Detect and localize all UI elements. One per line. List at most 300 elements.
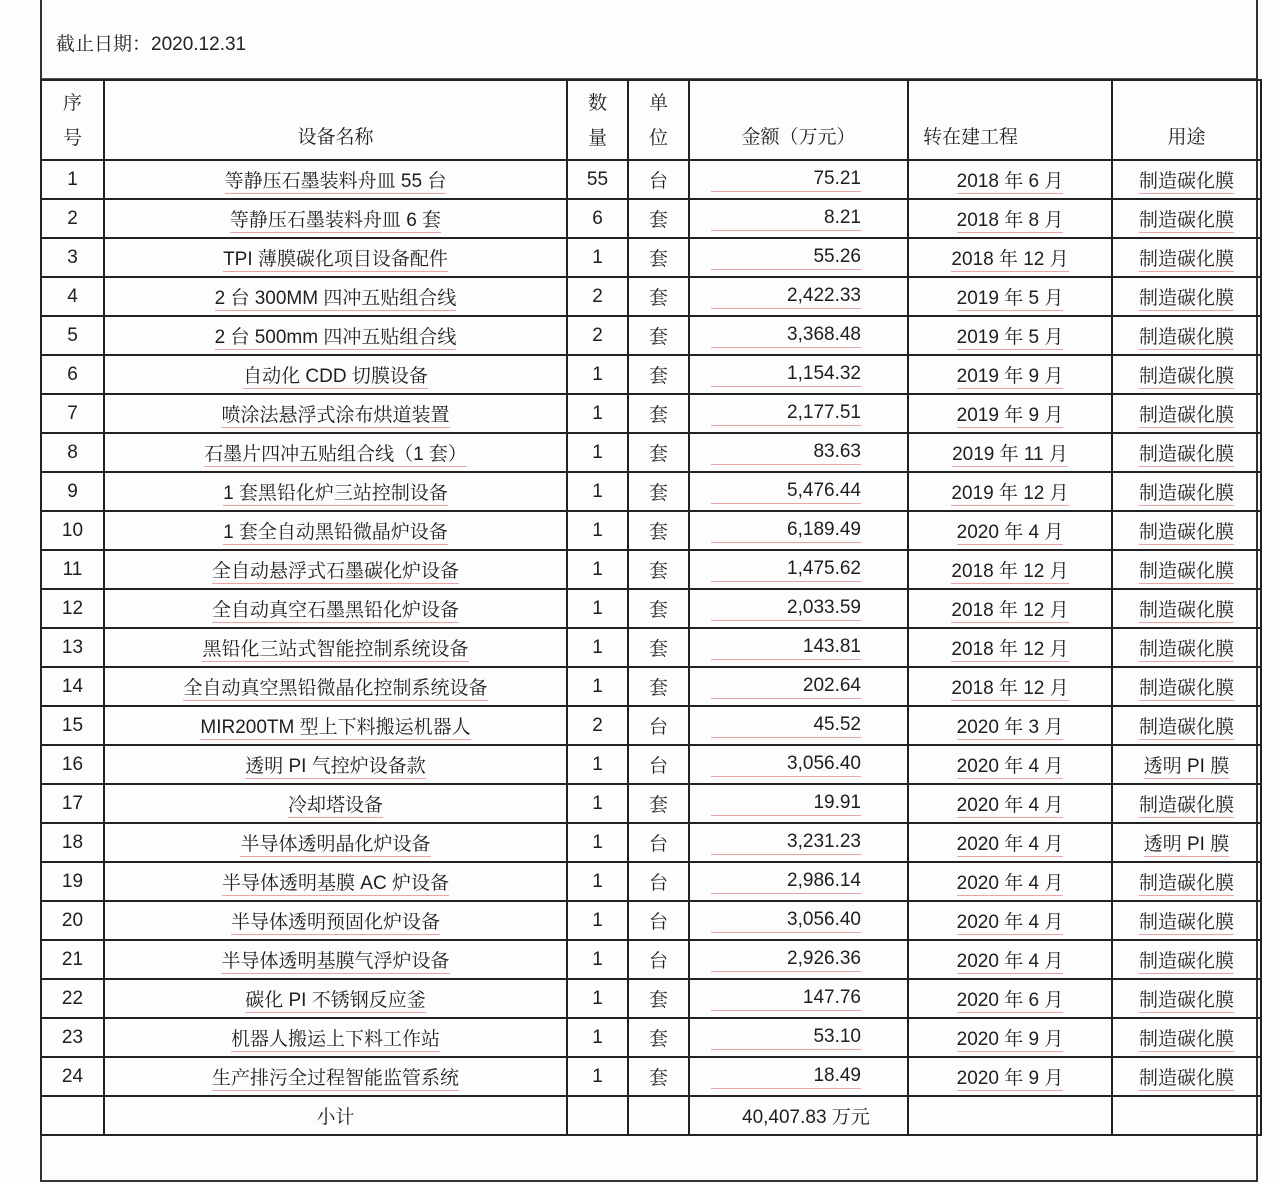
subtotal-usage-cell — [1112, 1096, 1261, 1135]
row-usage — [1112, 628, 1261, 667]
header-transfer — [908, 80, 1112, 160]
row-equipment-name-text: 半导体透明晶化炉设备 — [240, 834, 431, 855]
row-transfer-date-text: 2019 年 9 月 — [956, 366, 1064, 387]
row-usage — [1112, 745, 1261, 784]
row-transfer-date-text: 2020 年 4 月 — [956, 873, 1064, 894]
row-amount — [689, 1057, 908, 1096]
row-usage-text: 制造碳化膜 — [1138, 1029, 1234, 1050]
row-usage-text: 制造碳化膜 — [1138, 873, 1234, 894]
row-seq: 18 — [41, 823, 104, 862]
row-unit: 套 — [628, 784, 689, 823]
row-unit: 套 — [628, 1018, 689, 1057]
row-transfer-date-text: 2018 年 6 月 — [956, 171, 1064, 192]
row-usage — [1112, 550, 1261, 589]
row-usage-text: 制造碳化膜 — [1138, 366, 1234, 387]
row-qty: 1 — [567, 940, 628, 979]
row-unit: 台 — [628, 823, 689, 862]
row-amount — [689, 745, 908, 784]
header-seq-line2: 号 — [62, 128, 82, 149]
row-transfer-date — [908, 316, 1112, 355]
row-amount-text: 2,177.51 — [711, 402, 861, 426]
row-transfer-date — [908, 238, 1112, 277]
row-qty: 1 — [567, 979, 628, 1018]
row-qty: 1 — [567, 238, 628, 277]
row-transfer-date-text: 2019 年 11 月 — [952, 444, 1068, 465]
header-transfer-label: 转在建工程 — [923, 127, 1019, 148]
row-equipment-name-text: 等静压石墨装料舟皿 6 套 — [229, 210, 442, 231]
row-seq: 5 — [41, 316, 104, 355]
row-usage — [1112, 667, 1261, 706]
row-equipment-name — [104, 238, 567, 277]
row-seq: 17 — [41, 784, 104, 823]
row-seq: 23 — [41, 1018, 104, 1057]
row-amount-text: 2,986.14 — [711, 870, 861, 894]
row-unit: 台 — [628, 706, 689, 745]
row-transfer-date — [908, 550, 1112, 589]
cutoff-date-label: 截止日期： — [56, 34, 152, 55]
row-usage — [1112, 862, 1261, 901]
row-equipment-name — [104, 823, 567, 862]
row-usage — [1112, 199, 1261, 238]
row-amount — [689, 1018, 908, 1057]
table-row — [41, 940, 1261, 979]
row-unit: 套 — [628, 1057, 689, 1096]
row-amount — [689, 823, 908, 862]
row-qty: 1 — [567, 784, 628, 823]
row-amount — [689, 238, 908, 277]
row-equipment-name-text: 2 台 300MM 四冲五贴组合线 — [214, 288, 457, 309]
row-usage-text: 制造碳化膜 — [1138, 171, 1234, 192]
table-row — [41, 862, 1261, 901]
row-unit: 套 — [628, 199, 689, 238]
row-amount-text: 2,422.33 — [711, 285, 861, 309]
row-qty: 1 — [567, 1018, 628, 1057]
row-transfer-date — [908, 628, 1112, 667]
row-unit: 套 — [628, 511, 689, 550]
row-amount-text: 8.21 — [711, 207, 861, 231]
row-equipment-name — [104, 199, 567, 238]
row-transfer-date-text: 2019 年 12 月 — [951, 483, 1069, 504]
row-seq: 11 — [41, 550, 104, 589]
row-amount — [689, 472, 908, 511]
row-transfer-date-text: 2018 年 12 月 — [951, 639, 1069, 660]
table-row — [41, 823, 1261, 862]
row-amount-text: 2,926.36 — [711, 948, 861, 972]
row-transfer-date-text: 2018 年 8 月 — [956, 210, 1064, 231]
row-qty: 2 — [567, 277, 628, 316]
row-amount-text: 3,056.40 — [711, 909, 861, 933]
row-equipment-name — [104, 979, 567, 1018]
row-equipment-name — [104, 160, 567, 199]
row-amount — [689, 199, 908, 238]
row-usage — [1112, 823, 1261, 862]
row-transfer-date — [908, 589, 1112, 628]
row-transfer-date-text: 2020 年 3 月 — [956, 717, 1064, 738]
row-transfer-date-text: 2020 年 4 月 — [956, 951, 1064, 972]
row-usage — [1112, 940, 1261, 979]
row-equipment-name-text: 1 套全自动黑铅微晶炉设备 — [223, 522, 448, 543]
row-amount-text: 3,056.40 — [711, 753, 861, 777]
table-row — [41, 667, 1261, 706]
row-amount — [689, 316, 908, 355]
row-amount-text: 6,189.49 — [711, 519, 861, 543]
row-usage — [1112, 238, 1261, 277]
row-transfer-date — [908, 1018, 1112, 1057]
row-amount-text: 18.49 — [711, 1065, 861, 1089]
table-row — [41, 979, 1261, 1018]
row-transfer-date — [908, 667, 1112, 706]
row-seq: 10 — [41, 511, 104, 550]
row-usage — [1112, 979, 1261, 1018]
row-equipment-name — [104, 901, 567, 940]
row-equipment-name — [104, 784, 567, 823]
row-transfer-date — [908, 394, 1112, 433]
row-usage — [1112, 1018, 1261, 1057]
row-seq: 19 — [41, 862, 104, 901]
row-equipment-name-text: 全自动真空石墨黑铅化炉设备 — [211, 600, 459, 621]
row-amount-text: 75.21 — [711, 168, 861, 192]
row-transfer-date — [908, 706, 1112, 745]
header-seq-line1: 序 — [62, 93, 82, 114]
row-amount — [689, 355, 908, 394]
row-seq: 24 — [41, 1057, 104, 1096]
row-equipment-name-text: 2 台 500mm 四冲五贴组合线 — [214, 327, 457, 348]
table-row — [41, 433, 1261, 472]
header-unit-line2: 位 — [648, 128, 668, 149]
row-equipment-name-text: 黑铅化三站式智能控制系统设备 — [202, 639, 469, 660]
row-qty: 1 — [567, 355, 628, 394]
row-unit: 套 — [628, 589, 689, 628]
row-transfer-date-text: 2020 年 4 月 — [956, 522, 1064, 543]
row-usage-text: 制造碳化膜 — [1138, 522, 1234, 543]
row-transfer-date — [908, 160, 1112, 199]
row-equipment-name — [104, 1057, 567, 1096]
row-qty: 1 — [567, 901, 628, 940]
row-usage-text: 透明 PI 膜 — [1143, 834, 1230, 855]
row-amount — [689, 277, 908, 316]
row-usage-text: 制造碳化膜 — [1138, 1068, 1234, 1089]
row-transfer-date-text: 2020 年 6 月 — [956, 990, 1064, 1011]
row-transfer-date — [908, 940, 1112, 979]
row-seq: 2 — [41, 199, 104, 238]
row-equipment-name — [104, 706, 567, 745]
row-transfer-date — [908, 511, 1112, 550]
row-equipment-name — [104, 394, 567, 433]
row-amount-text: 1,475.62 — [711, 558, 861, 582]
row-usage-text: 制造碳化膜 — [1138, 951, 1234, 972]
row-unit: 套 — [628, 472, 689, 511]
row-equipment-name — [104, 277, 567, 316]
row-qty: 1 — [567, 550, 628, 589]
header-usage-label: 用途 — [1167, 127, 1206, 148]
row-amount — [689, 901, 908, 940]
row-amount-text: 19.91 — [711, 792, 861, 816]
row-usage-text: 制造碳化膜 — [1138, 678, 1234, 699]
header-qty-line2: 量 — [587, 128, 607, 149]
row-seq: 12 — [41, 589, 104, 628]
row-qty: 1 — [567, 433, 628, 472]
row-usage — [1112, 316, 1261, 355]
row-amount — [689, 784, 908, 823]
row-amount — [689, 511, 908, 550]
row-usage-text: 制造碳化膜 — [1138, 210, 1234, 231]
row-equipment-name-text: 半导体透明基膜 AC 炉设备 — [222, 873, 449, 894]
row-amount — [689, 394, 908, 433]
row-transfer-date-text: 2018 年 12 月 — [951, 249, 1069, 270]
row-amount-text: 3,231.23 — [711, 831, 861, 855]
row-amount-text: 3,368.48 — [711, 324, 861, 348]
row-transfer-date — [908, 277, 1112, 316]
row-transfer-date — [908, 862, 1112, 901]
row-unit: 套 — [628, 628, 689, 667]
row-qty: 1 — [567, 745, 628, 784]
subtotal-row — [41, 1096, 1261, 1135]
row-unit: 套 — [628, 394, 689, 433]
row-usage — [1112, 589, 1261, 628]
row-transfer-date-text: 2018 年 12 月 — [951, 678, 1069, 699]
row-seq: 4 — [41, 277, 104, 316]
subtotal-unit-cell — [628, 1096, 689, 1135]
row-equipment-name — [104, 316, 567, 355]
table-row — [41, 1057, 1261, 1096]
row-transfer-date-text: 2020 年 4 月 — [956, 912, 1064, 933]
row-equipment-name-text: 喷涂法悬浮式涂布烘道装置 — [221, 405, 450, 426]
header-usage — [1112, 80, 1261, 160]
row-seq: 8 — [41, 433, 104, 472]
row-usage — [1112, 394, 1261, 433]
row-seq: 6 — [41, 355, 104, 394]
row-amount — [689, 589, 908, 628]
row-qty: 1 — [567, 472, 628, 511]
table-row — [41, 511, 1261, 550]
row-transfer-date-text: 2020 年 9 月 — [956, 1029, 1064, 1050]
table-row — [41, 745, 1261, 784]
row-usage-text: 制造碳化膜 — [1138, 327, 1234, 348]
row-usage-text: 制造碳化膜 — [1138, 639, 1234, 660]
row-transfer-date-text: 2020 年 9 月 — [956, 1068, 1064, 1089]
table-row — [41, 472, 1261, 511]
row-transfer-date-text: 2020 年 4 月 — [956, 834, 1064, 855]
row-seq: 20 — [41, 901, 104, 940]
row-usage — [1112, 706, 1261, 745]
row-usage-text: 制造碳化膜 — [1138, 249, 1234, 270]
row-equipment-name-text: 机器人搬运上下料工作站 — [230, 1029, 440, 1050]
row-amount-text: 5,476.44 — [711, 480, 861, 504]
row-transfer-date — [908, 901, 1112, 940]
header-qty — [567, 80, 628, 160]
row-equipment-name — [104, 433, 567, 472]
row-usage — [1112, 472, 1261, 511]
row-equipment-name-text: 半导体透明预固化炉设备 — [230, 912, 440, 933]
row-equipment-name-text: 半导体透明基膜气浮炉设备 — [221, 951, 450, 972]
table-row — [41, 160, 1261, 199]
table-row — [41, 316, 1261, 355]
row-usage-text: 制造碳化膜 — [1138, 483, 1234, 504]
table-row — [41, 277, 1261, 316]
row-transfer-date-text: 2019 年 5 月 — [956, 288, 1064, 309]
cutoff-date-value: 2020.12.31 — [151, 34, 247, 55]
row-amount-text: 83.63 — [711, 441, 861, 465]
row-qty: 1 — [567, 628, 628, 667]
subtotal-seq-cell — [41, 1096, 104, 1135]
row-usage-text: 制造碳化膜 — [1138, 288, 1234, 309]
row-amount-text: 45.52 — [711, 714, 861, 738]
header-qty-line1: 数 — [587, 93, 607, 114]
row-equipment-name-text: MIR200TM 型上下料搬运机器人 — [200, 717, 471, 738]
header-name-label: 设备名称 — [297, 127, 374, 148]
row-transfer-date — [908, 1057, 1112, 1096]
equipment-table — [40, 79, 1262, 1136]
row-amount — [689, 160, 908, 199]
table-row — [41, 784, 1261, 823]
row-unit: 套 — [628, 550, 689, 589]
row-usage-text: 制造碳化膜 — [1138, 444, 1234, 465]
row-qty: 2 — [567, 316, 628, 355]
row-equipment-name — [104, 862, 567, 901]
table-row — [41, 901, 1261, 940]
row-equipment-name — [104, 355, 567, 394]
table-row — [41, 706, 1261, 745]
row-equipment-name-text: 全自动悬浮式石墨碳化炉设备 — [211, 561, 459, 582]
header-row — [41, 80, 1261, 160]
row-usage — [1112, 160, 1261, 199]
row-seq: 7 — [41, 394, 104, 433]
header-seq — [41, 80, 104, 160]
row-seq: 16 — [41, 745, 104, 784]
row-amount-text: 2,033.59 — [711, 597, 861, 621]
table-row — [41, 355, 1261, 394]
row-qty: 1 — [567, 667, 628, 706]
row-amount — [689, 979, 908, 1018]
row-equipment-name-text: 1 套黑铅化炉三站控制设备 — [223, 483, 448, 504]
row-transfer-date — [908, 472, 1112, 511]
row-equipment-name — [104, 1018, 567, 1057]
row-equipment-name-text: 等静压石墨装料舟皿 55 台 — [224, 171, 447, 192]
row-transfer-date-text: 2020 年 4 月 — [956, 756, 1064, 777]
table-row — [41, 628, 1261, 667]
row-usage-text: 制造碳化膜 — [1138, 912, 1234, 933]
row-unit: 套 — [628, 277, 689, 316]
row-amount — [689, 628, 908, 667]
row-equipment-name-text: 碳化 PI 不锈钢反应釜 — [245, 990, 426, 1011]
row-unit: 套 — [628, 316, 689, 355]
row-amount-text: 143.81 — [711, 636, 861, 660]
row-transfer-date-text: 2019 年 9 月 — [956, 405, 1064, 426]
row-amount — [689, 940, 908, 979]
row-qty: 1 — [567, 823, 628, 862]
row-qty: 1 — [567, 511, 628, 550]
row-transfer-date — [908, 979, 1112, 1018]
row-seq: 9 — [41, 472, 104, 511]
row-qty: 1 — [567, 1057, 628, 1096]
row-usage-text: 制造碳化膜 — [1138, 561, 1234, 582]
row-usage-text: 透明 PI 膜 — [1143, 756, 1230, 777]
row-usage — [1112, 1057, 1261, 1096]
row-transfer-date — [908, 745, 1112, 784]
row-usage-text: 制造碳化膜 — [1138, 990, 1234, 1011]
row-equipment-name — [104, 589, 567, 628]
row-unit: 套 — [628, 979, 689, 1018]
row-usage-text: 制造碳化膜 — [1138, 600, 1234, 621]
header-unit — [628, 80, 689, 160]
row-transfer-date-text: 2018 年 12 月 — [951, 561, 1069, 582]
row-equipment-name — [104, 745, 567, 784]
row-equipment-name-text: TPI 薄膜碳化项目设备配件 — [223, 249, 448, 270]
row-usage-text: 制造碳化膜 — [1138, 795, 1234, 816]
row-usage-text: 制造碳化膜 — [1138, 405, 1234, 426]
row-amount-text: 147.76 — [711, 987, 861, 1011]
row-unit: 台 — [628, 940, 689, 979]
row-amount — [689, 550, 908, 589]
cutoff-date-line — [56, 29, 246, 56]
header-amount — [689, 80, 908, 160]
table-row — [41, 1018, 1261, 1057]
row-equipment-name-text: 自动化 CDD 切膜设备 — [243, 366, 428, 387]
row-equipment-name — [104, 511, 567, 550]
row-seq: 22 — [41, 979, 104, 1018]
table-row — [41, 238, 1261, 277]
row-transfer-date — [908, 823, 1112, 862]
row-seq: 1 — [41, 160, 104, 199]
cutoff-date-box — [42, 0, 1256, 80]
row-usage — [1112, 784, 1261, 823]
subtotal-label: 小计 — [104, 1096, 567, 1135]
table-row — [41, 550, 1261, 589]
row-seq: 15 — [41, 706, 104, 745]
table-row — [41, 394, 1261, 433]
row-unit: 套 — [628, 433, 689, 472]
row-qty: 6 — [567, 199, 628, 238]
row-amount-text: 55.26 — [711, 246, 861, 270]
row-qty: 55 — [567, 160, 628, 199]
row-amount — [689, 667, 908, 706]
subtotal-qty-cell — [567, 1096, 628, 1135]
row-transfer-date-text: 2018 年 12 月 — [951, 600, 1069, 621]
row-unit: 台 — [628, 745, 689, 784]
header-name — [104, 80, 567, 160]
row-amount — [689, 862, 908, 901]
row-transfer-date-text: 2020 年 4 月 — [956, 795, 1064, 816]
row-usage — [1112, 511, 1261, 550]
row-transfer-date — [908, 784, 1112, 823]
subtotal-transfer-cell — [908, 1096, 1112, 1135]
row-amount-text: 202.64 — [711, 675, 861, 699]
row-equipment-name-text: 冷却塔设备 — [287, 795, 383, 816]
row-unit: 台 — [628, 862, 689, 901]
row-usage-text: 制造碳化膜 — [1138, 717, 1234, 738]
row-equipment-name — [104, 667, 567, 706]
row-qty: 2 — [567, 706, 628, 745]
row-seq: 13 — [41, 628, 104, 667]
row-amount — [689, 706, 908, 745]
row-usage — [1112, 901, 1261, 940]
table-row — [41, 199, 1261, 238]
row-unit: 套 — [628, 667, 689, 706]
row-usage — [1112, 277, 1261, 316]
row-transfer-date — [908, 433, 1112, 472]
table-row — [41, 589, 1261, 628]
document-sheet — [40, 0, 1258, 1182]
row-equipment-name-text: 全自动真空黑铅微晶化控制系统设备 — [183, 678, 488, 699]
row-amount-text: 1,154.32 — [711, 363, 861, 387]
header-amount-label: 金额（万元） — [741, 127, 856, 148]
row-usage — [1112, 355, 1261, 394]
row-amount-text: 53.10 — [711, 1026, 861, 1050]
row-unit: 台 — [628, 901, 689, 940]
row-equipment-name — [104, 628, 567, 667]
row-seq: 14 — [41, 667, 104, 706]
row-equipment-name — [104, 550, 567, 589]
